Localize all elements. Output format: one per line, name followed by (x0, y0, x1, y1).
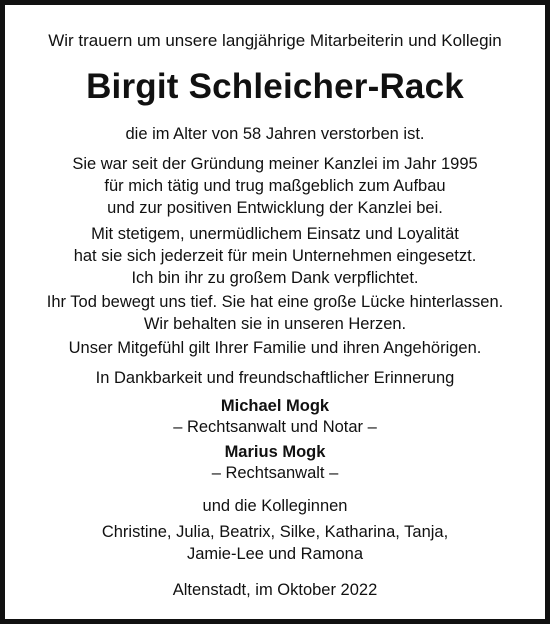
gratitude-line: In Dankbarkeit und freundschaftlicher Erinnerung (95, 369, 455, 387)
colleagues-line-1: Christine, Julia, Beatrix, Silke, Katharina, Tanja, (101, 523, 449, 541)
para1-line-3: und zur positiven Entwicklung der Kanzlei bei. (107, 199, 443, 217)
place-date: Altenstadt, im Oktober 2022 (172, 581, 378, 599)
deceased-name: Birgit Schleicher-Rack (86, 67, 464, 106)
signer-2-name: Marius Mogk (224, 443, 326, 461)
para2-line-2: hat sie sich jederzeit für mein Unternehmen eingesetzt. (73, 247, 477, 265)
signer-1-role: – Rechtsanwalt und Notar – (173, 418, 377, 436)
para1-line-1: Sie war seit der Gründung meiner Kanzlei im Jahr 1995 (72, 155, 478, 173)
colleagues-line-2: Jamie-Lee und Ramona (186, 545, 364, 563)
para2-line-1: Mit stetigem, unermüdlichem Einsatz und Loyalität (91, 225, 459, 243)
intro-line: Wir trauern um unsere langjährige Mitarbeiterin und Kollegin (48, 31, 502, 50)
colleagues-intro: und die Kolleginnen (202, 497, 348, 515)
para3-line-1: Ihr Tod bewegt uns tief. Sie hat eine große Lücke hinterlassen. (46, 293, 504, 311)
age-line: die im Alter von 58 Jahren verstorben ist. (125, 125, 425, 143)
para2-line-3: Ich bin ihr zu großem Dank verpflichtet. (131, 269, 419, 287)
signer-1-name: Michael Mogk (220, 397, 330, 415)
signer-2-role: – Rechtsanwalt – (211, 464, 339, 482)
sympathy-line: Unser Mitgefühl gilt Ihrer Familie und ihren Angehörigen. (68, 339, 482, 357)
para3-line-2: Wir behalten sie in unseren Herzen. (143, 315, 407, 333)
para1-line-2: für mich tätig und trug maßgeblich zum Aufbau (104, 177, 446, 195)
